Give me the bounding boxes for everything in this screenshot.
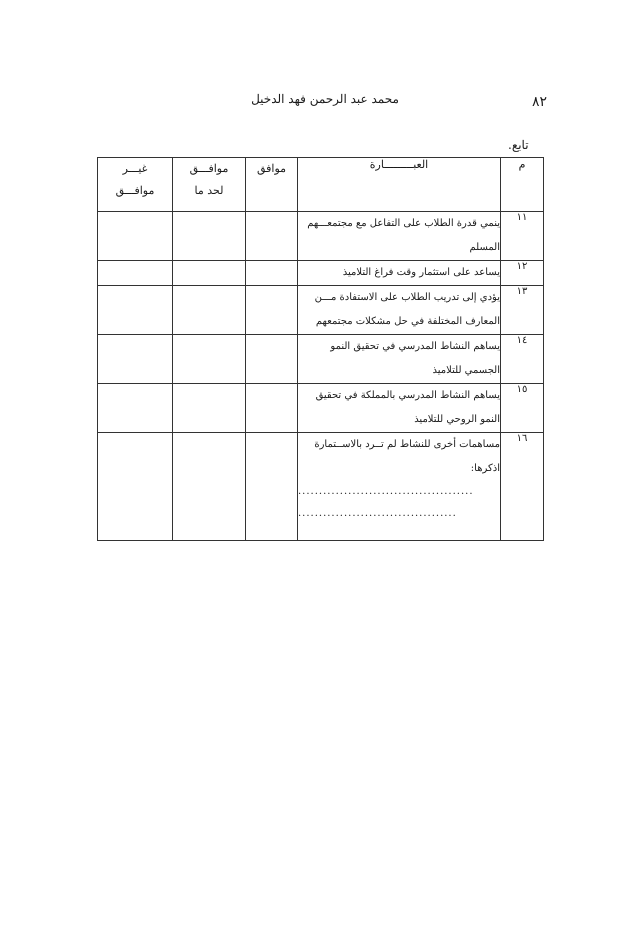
table-row	[98, 384, 544, 433]
agree-cell[interactable]	[246, 384, 298, 433]
disagree-cell[interactable]	[98, 286, 173, 335]
other-contributions-text: مساهمات أخرى للنشاط لم تــرد بالاســتمارة اذكرها:	[314, 439, 500, 474]
header-author: محمد عبد الرحمن فهد الدخيل	[251, 92, 399, 106]
row-number: ١٥	[501, 384, 544, 433]
agree-cell[interactable]	[246, 261, 298, 286]
disagree-cell[interactable]	[98, 212, 173, 261]
table-row	[98, 261, 544, 286]
column-header-disagree: غيـــر موافـــق	[98, 158, 173, 212]
table-row	[98, 286, 544, 335]
survey-table	[97, 157, 544, 541]
table-row	[98, 433, 544, 541]
row-statement: يساهم النشاط المدرسي بالمملكة في تحقيق النمو الروحي للتلاميذ	[298, 384, 501, 433]
table-row	[98, 212, 544, 261]
somewhat-cell[interactable]	[173, 212, 246, 261]
fill-in-line-2[interactable]: ......................................	[298, 508, 457, 519]
row-statement: يساهم النشاط المدرسي في تحقيق النمو الجسمي للتلاميذ	[298, 335, 501, 384]
table-header-row	[98, 158, 544, 212]
continued-label: تابع.	[508, 138, 529, 152]
somewhat-cell[interactable]	[173, 335, 246, 384]
somewhat-cell[interactable]	[173, 384, 246, 433]
column-header-number: م	[501, 158, 544, 212]
disagree-cell[interactable]	[98, 261, 173, 286]
row-number: ١٣	[501, 286, 544, 335]
row-number: ١٢	[501, 261, 544, 286]
disagree-cell[interactable]	[98, 433, 173, 541]
agree-cell[interactable]	[246, 286, 298, 335]
column-header-somewhat: موافـــق لحد ما	[173, 158, 246, 212]
disagree-cell[interactable]	[98, 335, 173, 384]
agree-cell[interactable]	[246, 433, 298, 541]
column-header-agree: موافق	[246, 158, 298, 212]
fill-in-line-1[interactable]: ..........................................	[298, 486, 474, 497]
row-number: ١٦	[501, 433, 544, 541]
agree-cell[interactable]	[246, 335, 298, 384]
somewhat-cell[interactable]	[173, 433, 246, 541]
column-header-statement: العبـــــــــارة	[298, 158, 501, 212]
row-number: ١٤	[501, 335, 544, 384]
row-number: ١١	[501, 212, 544, 261]
agree-cell[interactable]	[246, 212, 298, 261]
somewhat-cell[interactable]	[173, 261, 246, 286]
table-row	[98, 335, 544, 384]
row-statement: ينمي قدرة الطلاب على التفاعل مع مجتمعـــهم المسلم	[298, 212, 501, 261]
row-statement: يساعد على استثمار وقت فراغ التلاميذ	[298, 261, 501, 286]
somewhat-cell[interactable]	[173, 286, 246, 335]
row-statement-other	[298, 433, 501, 541]
disagree-cell[interactable]	[98, 384, 173, 433]
row-statement: يؤدي إلى تدريب الطلاب على الاستفادة مـــن المعارف المختلفة في حل مشكلات مجتمعهم	[298, 286, 501, 335]
page-number: ٨٢	[532, 94, 548, 110]
